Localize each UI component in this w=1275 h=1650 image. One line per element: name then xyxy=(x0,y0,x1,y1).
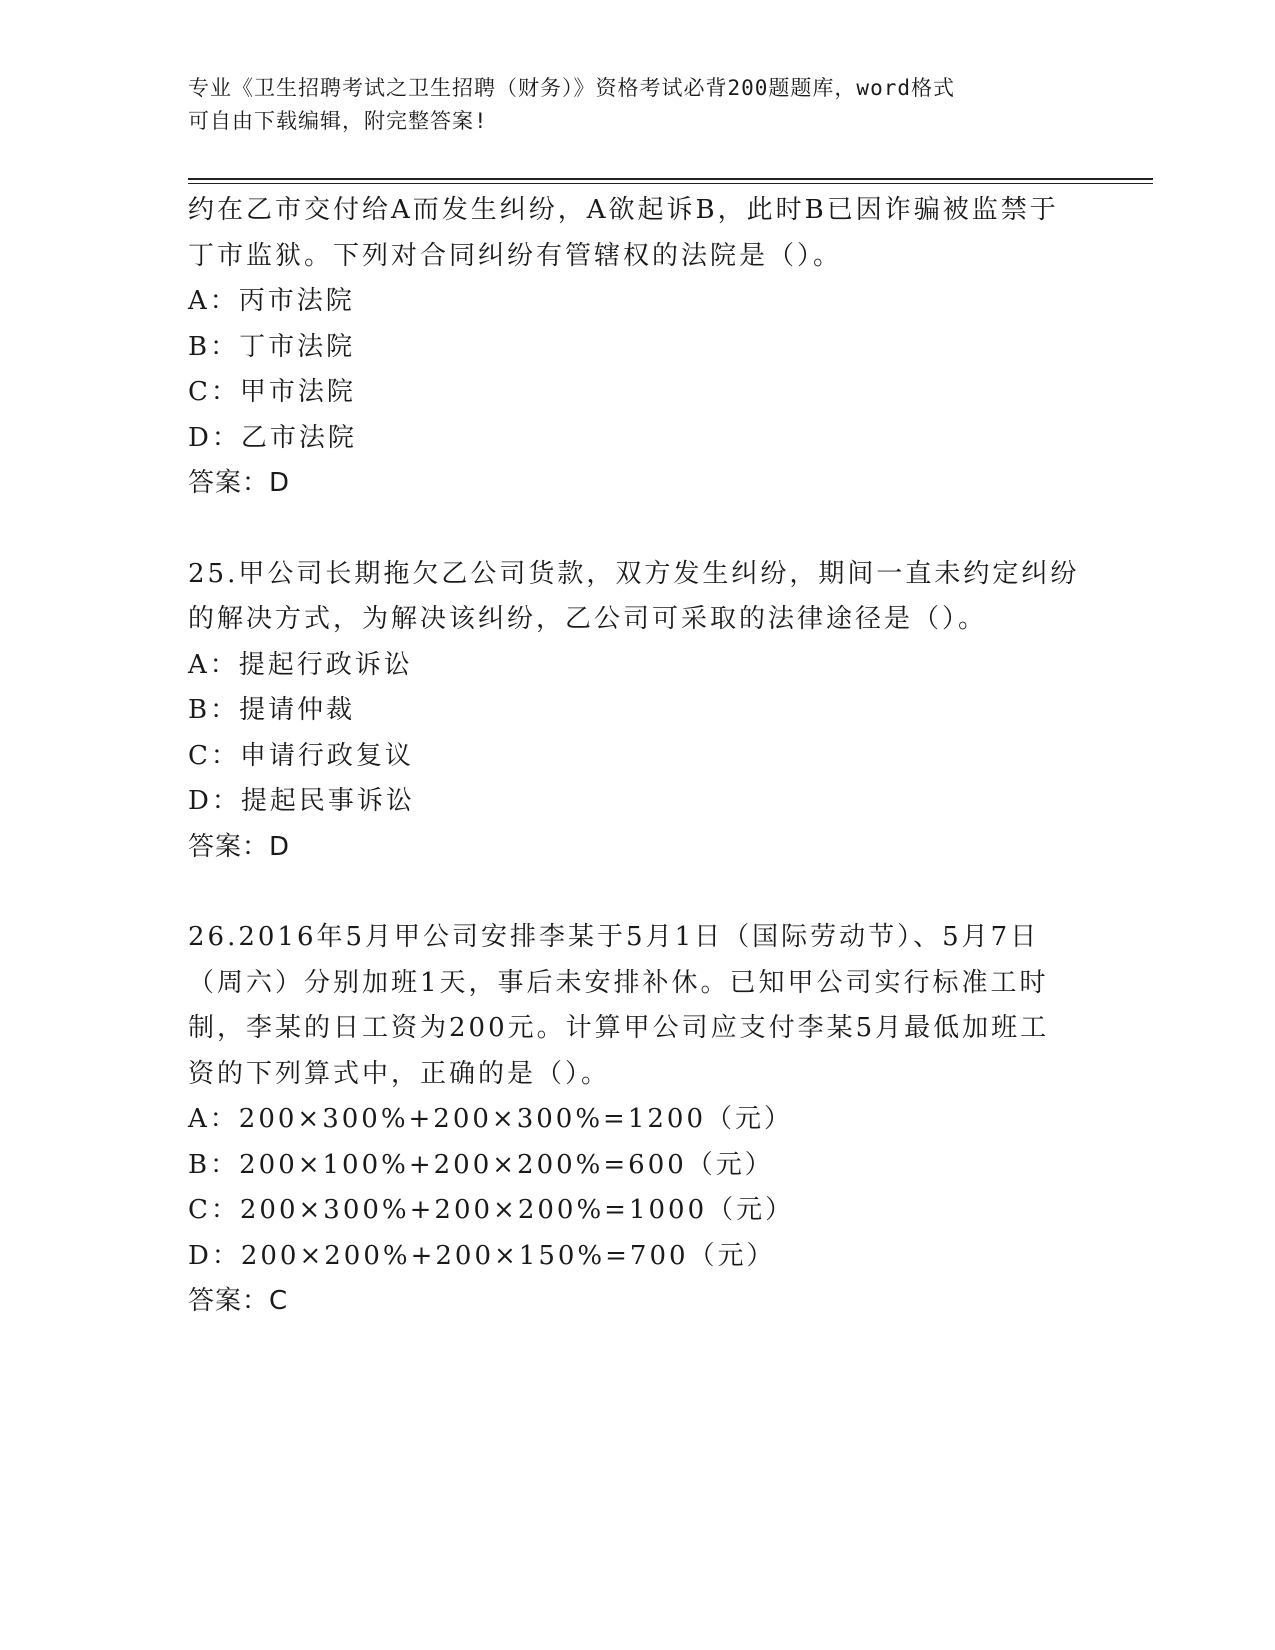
question-text: 26.2016年5月甲公司安排李某于5月1日（国际劳动节）、5月7日 xyxy=(188,922,1040,952)
answer: 答案：C xyxy=(188,1286,289,1316)
question-text: 约在乙市交付给A而发生纠纷，A欲起诉B，此时B已因诈骗被监禁于 xyxy=(188,195,1059,225)
option-a: A：丙市法院 xyxy=(188,286,355,316)
spacer xyxy=(188,507,1088,552)
header-divider-thick xyxy=(188,178,1153,180)
answer: 答案：D xyxy=(188,468,291,498)
document-header xyxy=(188,72,1088,138)
option-d: D：200×200%+200×150%=700（元） xyxy=(188,1240,776,1271)
spacer xyxy=(188,870,1088,915)
question-text: 丁市监狱。下列对合同纠纷有管辖权的法院是（）。 xyxy=(188,240,843,271)
question-text: 资的下列算式中，正确的是（）。 xyxy=(188,1058,611,1089)
option-b: B：丁市法院 xyxy=(188,331,356,362)
question-26 xyxy=(188,915,1088,1325)
question-text: 的解决方式，为解决该纠纷，乙公司可采取的法律途径是（）。 xyxy=(188,604,988,634)
question-text: （周六）分别加班1天，事后未安排补休。已知甲公司实行标准工时 xyxy=(188,967,1049,998)
header-divider-thin xyxy=(188,183,1153,184)
question-24 xyxy=(188,188,1088,507)
option-d: D：提起民事诉讼 xyxy=(188,786,415,816)
option-a: A：提起行政诉讼 xyxy=(188,649,413,680)
option-c: C：申请行政复议 xyxy=(188,740,414,771)
option-c: C：200×300%+200×200%=1000（元） xyxy=(188,1195,795,1225)
answer: 答案：D xyxy=(188,831,291,862)
option-a: A：200×300%+200×300%=1200（元） xyxy=(188,1104,793,1134)
question-25 xyxy=(188,552,1088,871)
option-b: B：提请仲裁 xyxy=(188,695,356,725)
option-d: D：乙市法院 xyxy=(188,422,357,453)
question-text: 制，李某的日工资为200元。计算甲公司应支付李某5月最低加班工 xyxy=(188,1013,1050,1043)
option-b: B：200×100%+200×200%=600（元） xyxy=(188,1149,774,1180)
header-line-1: 专业《卫生招聘考试之卫生招聘（财务）》资格考试必背200题题库，word格式 xyxy=(188,76,955,100)
question-text: 25.甲公司长期拖欠乙公司货款，双方发生纠纷，期间一直未约定纠纷 xyxy=(188,558,1080,589)
header-line-2: 可自由下载编辑，附完整答案! xyxy=(188,109,488,133)
option-c: C：甲市法院 xyxy=(188,377,356,407)
document-body xyxy=(188,188,1088,1325)
